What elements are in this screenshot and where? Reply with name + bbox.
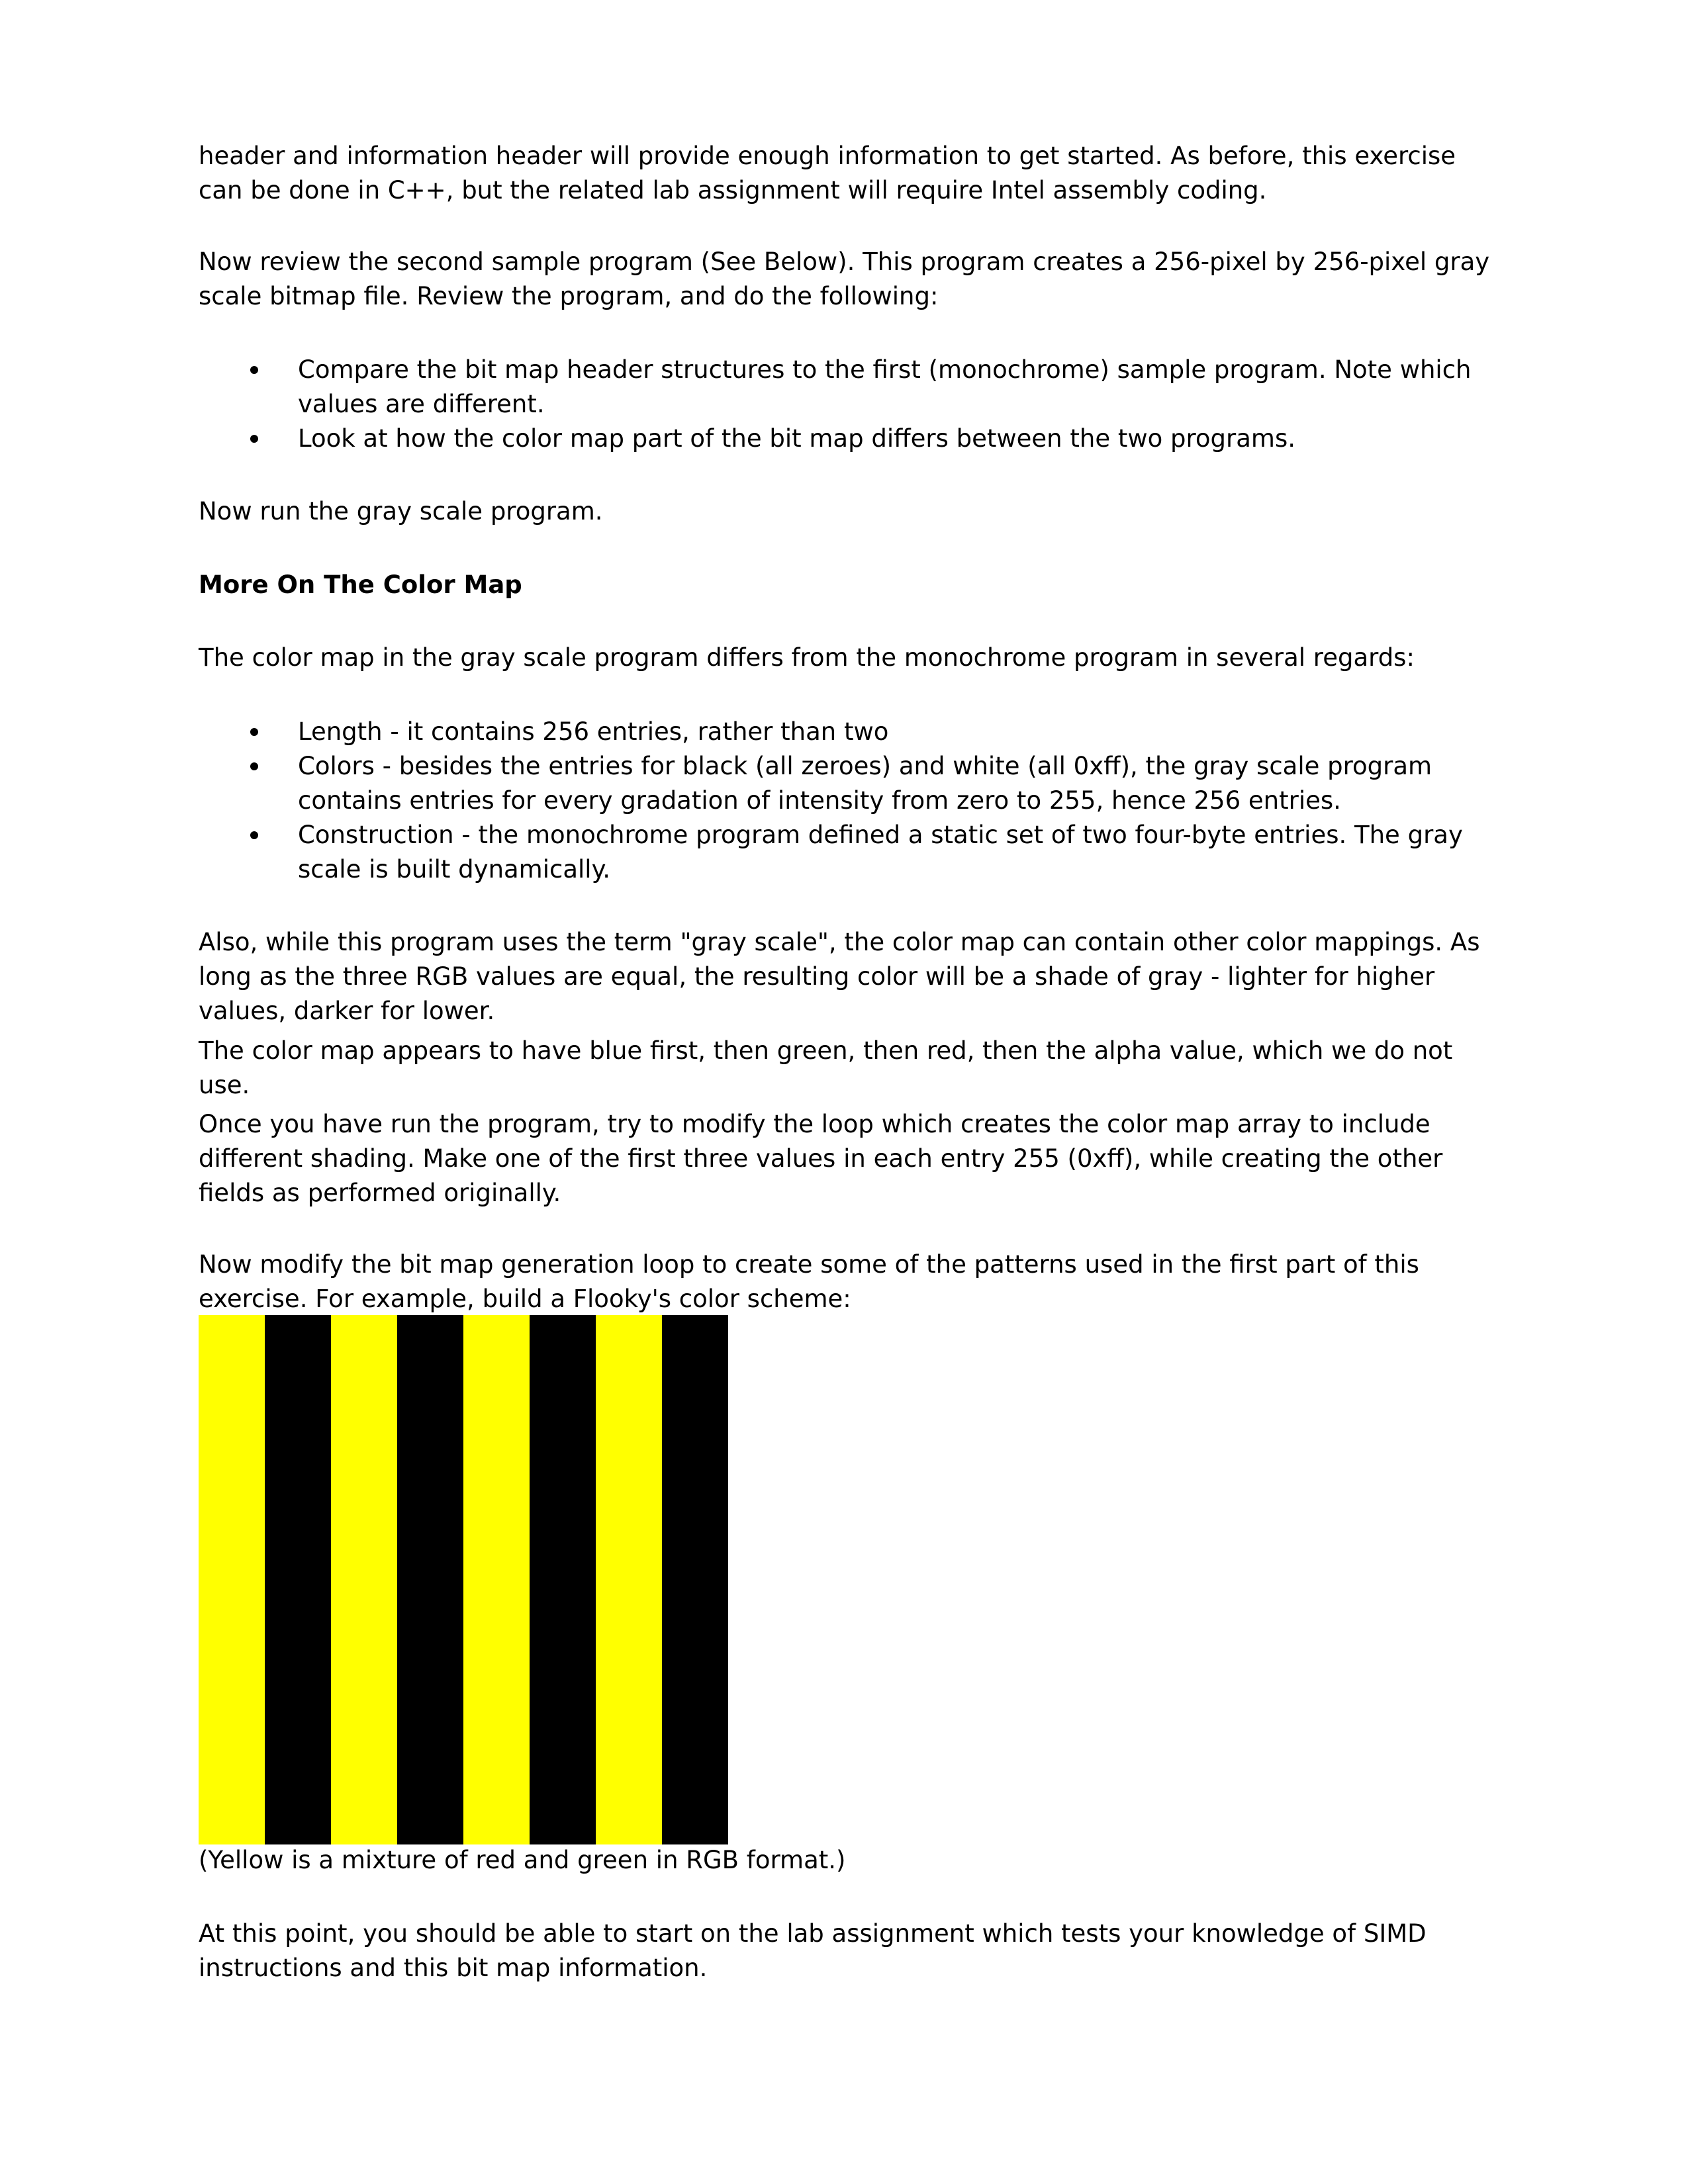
- yellow-stripe: [463, 1315, 530, 1844]
- paragraph-patterns: Now modify the bit map generation loop to create some of the patterns used in the first part of this exercise. For example, build a Flooky's color scheme:: [199, 1250, 1419, 1313]
- paragraph-intro: header and information header will provide enough information to get started. As before, this exercise can be done in C++, but the related lab assignment will require Intel assembly coding.: [199, 142, 1456, 205]
- bullet-text: Compare the bit map header structures to the first (monochrome) sample program. Note which values are different.: [298, 355, 1472, 418]
- yellow-stripe: [199, 1315, 265, 1844]
- bullet-text: Construction - the monochrome program defined a static set of two four-byte entries. The gray scale is built dynamically.: [298, 821, 1463, 884]
- section-heading: More On The Color Map: [199, 570, 522, 599]
- yellow-stripe: [331, 1315, 397, 1844]
- bullet-icon: [250, 435, 258, 443]
- bullet-text: Length - it contains 256 entries, rather than two: [298, 717, 889, 746]
- bullet-icon: [250, 831, 258, 839]
- paragraph-gray-scale-term: Also, while this program uses the term "gray scale", the color map can contain other color mappings. As long as the three RGB values are equal, the resulting color will be a shade of gray - lighter for higher values, darker for lower.: [199, 928, 1480, 1025]
- paragraph-modify-loop: Once you have run the program, try to modify the loop which creates the color map array to include different shading. Make one of the first three values in each entry 255 (0xff), while creating the other fields as performed originally.: [199, 1110, 1443, 1207]
- bullet-icon: [250, 762, 258, 770]
- bullet-text: Look at how the color map part of the bit map differs between the two programs.: [298, 424, 1295, 453]
- striped-color-figure: [199, 1315, 728, 1844]
- bullet-item: [199, 749, 1496, 818]
- black-stripe: [397, 1315, 463, 1844]
- bullet-list-differences: [199, 715, 1496, 887]
- bullet-list-review: [199, 353, 1496, 456]
- paragraph-color-order: The color map appears to have blue first, then green, then red, then the alpha value, which we do not use.: [199, 1036, 1453, 1099]
- black-stripe: [265, 1315, 331, 1844]
- bullet-icon: [250, 366, 258, 374]
- paragraph-run-program: Now run the gray scale program.: [199, 497, 603, 525]
- yellow-stripe: [596, 1315, 662, 1844]
- bullet-item: [199, 715, 1496, 749]
- paragraph-lab-assignment: At this point, you should be able to start on the lab assignment which tests your knowledge of SIMD instructions and this bit map information.: [199, 1919, 1427, 1982]
- black-stripe: [662, 1315, 728, 1844]
- bullet-icon: [250, 728, 258, 736]
- bullet-text: Colors - besides the entries for black (all zeroes) and white (all 0xff), the gray scale program contains entries for every gradation of intensity from zero to 255, hence 256 entries.: [298, 752, 1432, 815]
- bullet-item: [199, 818, 1496, 887]
- figure-caption: (Yellow is a mixture of red and green in RGB format.): [199, 1846, 846, 1874]
- paragraph-color-map-differs: The color map in the gray scale program differs from the monochrome program in several regards:: [199, 643, 1415, 672]
- bullet-item: [199, 422, 1496, 456]
- bullet-item: [199, 353, 1496, 422]
- paragraph-review-second-program: Now review the second sample program (See Below). This program creates a 256-pixel by 256-pixel gray scale bitmap file. Review the program, and do the following:: [199, 248, 1490, 310]
- black-stripe: [530, 1315, 596, 1844]
